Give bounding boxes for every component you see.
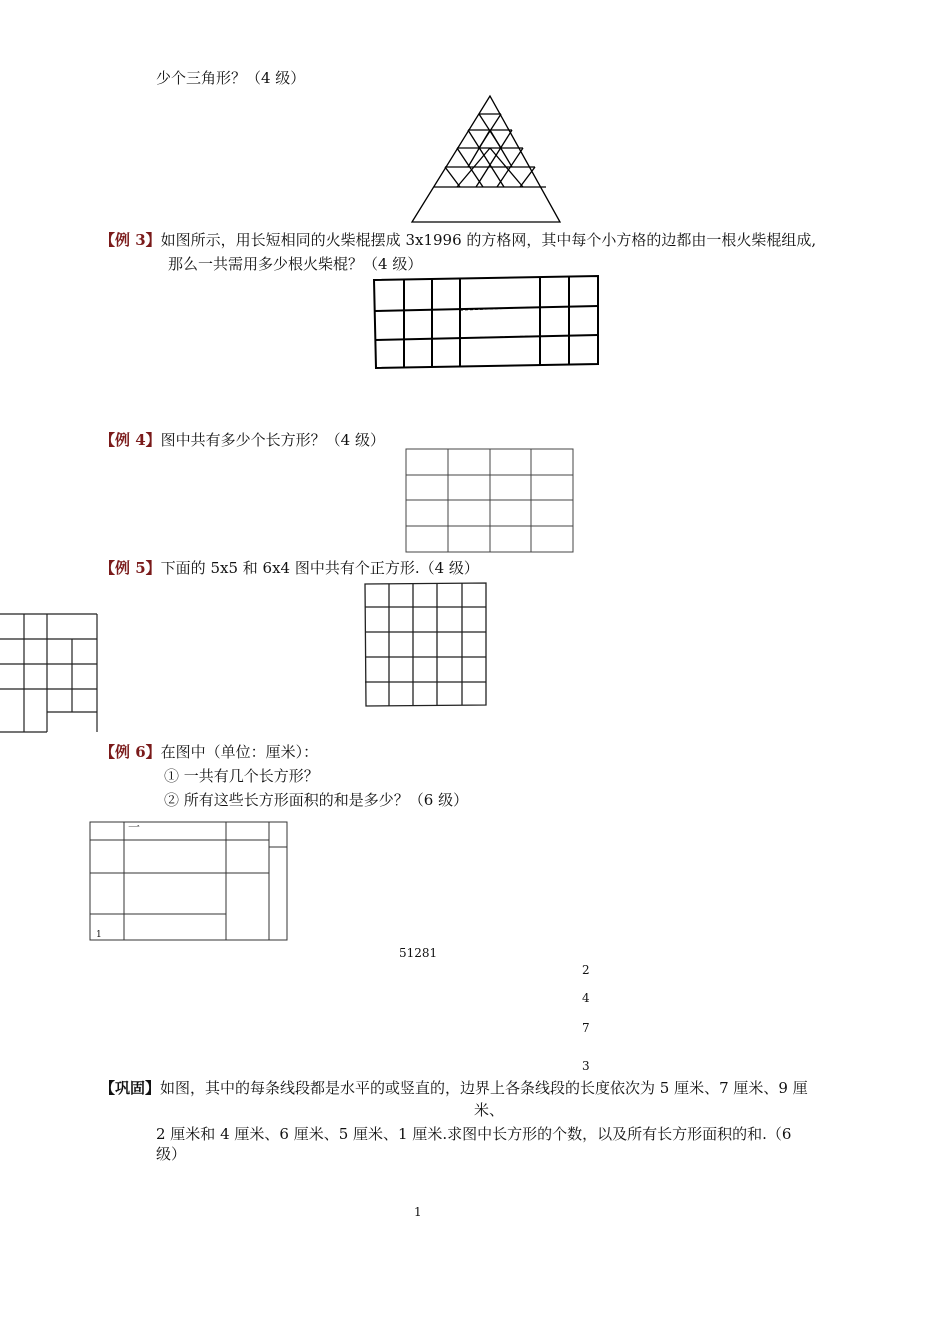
example6-text: 在图中（单位：厘米）： <box>160 743 319 761</box>
example3-line2: 那么一共需用多少根火柴棍？（4 级） <box>168 255 423 273</box>
example3-line1: 如图所示，用长短相同的火柴棍摆成 3x1996 的方格网，其中每个小方格的边都由一根火柴棍组成, <box>160 231 817 249</box>
square-grid-figure <box>362 582 488 708</box>
dimension-number-2: 4 <box>582 991 590 1005</box>
consolidation-line1b: 米、 <box>474 1101 505 1119</box>
matchstick-grid-figure <box>372 274 602 370</box>
example3-tag: 【例 3】 <box>100 231 161 249</box>
partial-grid-figure <box>0 612 100 734</box>
rectangle-dimension-figure <box>89 820 289 942</box>
example6-item2: ② 所有这些长方形面积的和是多少？（6 级） <box>164 791 469 809</box>
consolidation-paragraph <box>100 1078 808 1098</box>
consolidation-line3: 级） <box>156 1145 187 1163</box>
example4-text: 图中共有多少个长方形？（4 级） <box>160 431 385 449</box>
example5-tag: 【例 5】 <box>100 559 161 577</box>
dimension-number-3: 7 <box>582 1021 590 1035</box>
dimension-number-4: 3 <box>582 1059 590 1073</box>
example6-item1: ① 一共有几个长方形？ <box>164 767 319 785</box>
consolidation-tag: 【巩固】 <box>100 1079 161 1097</box>
example3-paragraph <box>100 230 816 250</box>
dimension-numbers-row: 51281 <box>399 946 438 960</box>
figure-mark: 一 <box>128 820 141 834</box>
triangle-figure <box>410 94 570 226</box>
example5-text: 下面的 5x5 和 6x4 图中共有个正方形.（4 级） <box>160 559 479 577</box>
page-number: 1 <box>414 1205 422 1219</box>
example4-paragraph <box>100 430 385 450</box>
example5-paragraph <box>100 558 479 578</box>
rectangle-grid-figure <box>405 448 575 554</box>
consolidation-line2: 2 厘米和 4 厘米、6 厘米、5 厘米、1 厘米.求图中长方形的个数，以及所有长方形面积的和.（6 <box>156 1125 792 1143</box>
example6-tag: 【例 6】 <box>100 743 161 761</box>
dimension-number-1: 2 <box>582 963 590 977</box>
question-tail: 少个三角形？（4 级） <box>156 69 306 87</box>
figure-corner-number: 1 <box>96 930 102 940</box>
consolidation-line1: 如图，其中的每条线段都是水平的或竖直的，边界上各条线段的长度依次为 5 厘米、7 厘米、9 厘 <box>160 1079 808 1097</box>
example6-paragraph <box>100 742 318 762</box>
example4-tag: 【例 4】 <box>100 431 161 449</box>
